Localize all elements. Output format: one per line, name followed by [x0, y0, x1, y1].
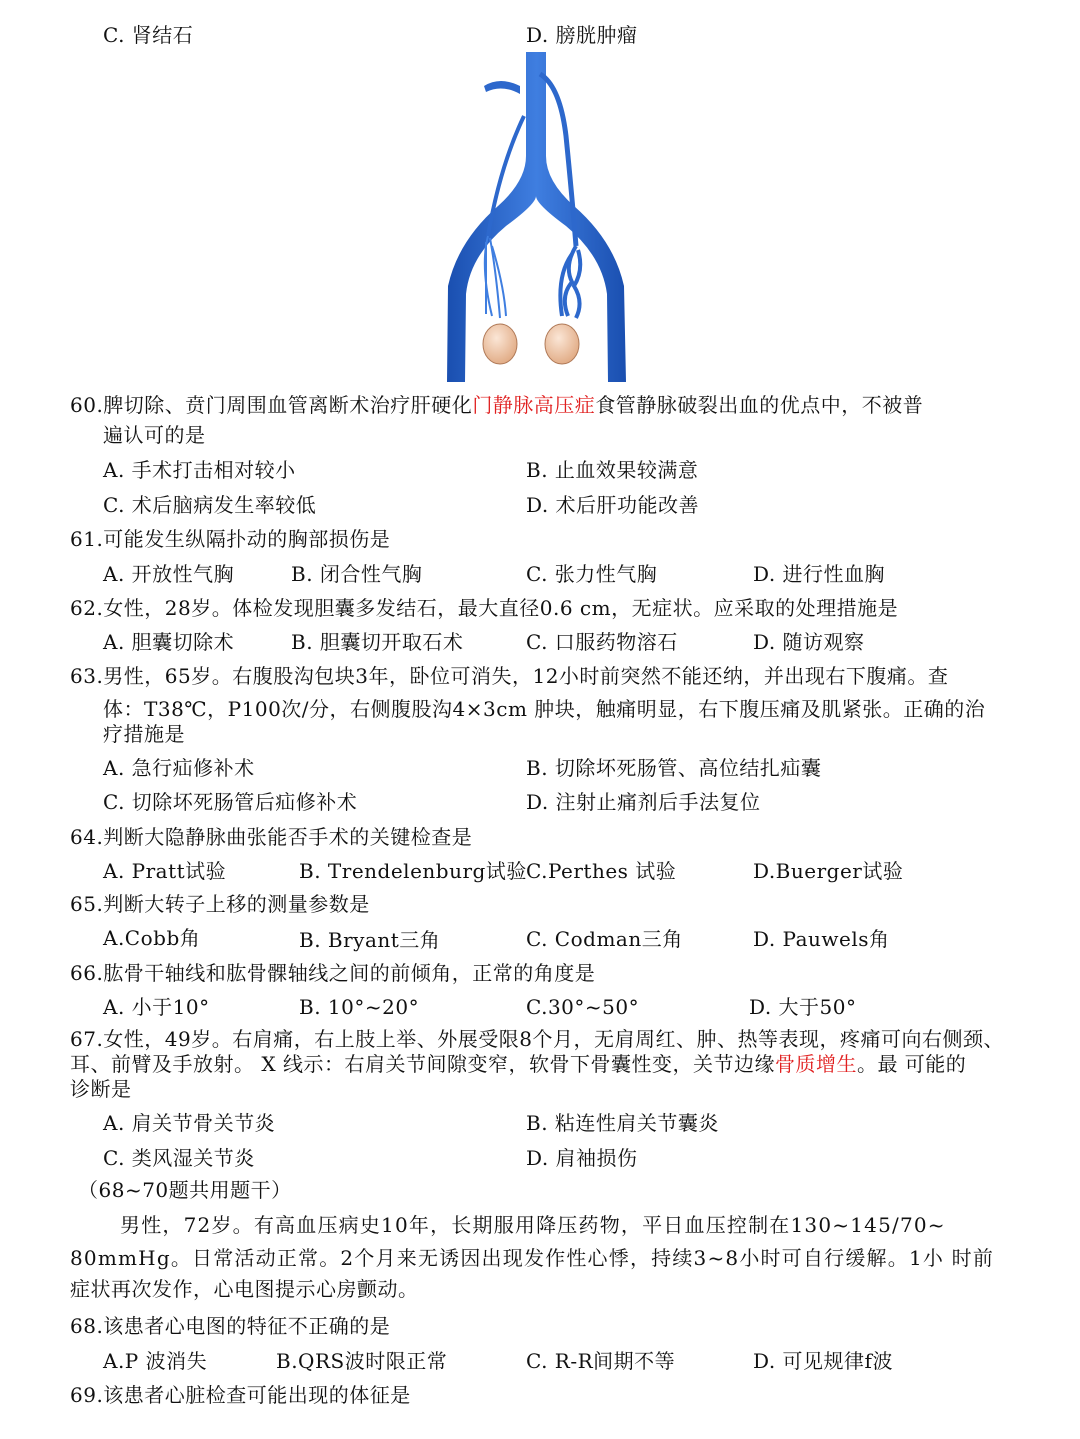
q60-option-a: A. 手术打击相对较小 — [103, 458, 296, 482]
q68-option-a: A.P 波消失 — [103, 1349, 208, 1373]
q64-option-c: C.Perthes 试验 — [526, 859, 677, 883]
q68-stem: 68.该患者心电图的特征不正确的是 — [70, 1314, 391, 1338]
q67-stem-line1: 67.女性，49岁。右肩痛，右上肢上举、外展受限8个月，无肩周红、肿、热等表现，疼痛可向右侧颈、 — [70, 1027, 1004, 1051]
q68-option-d: D. 可见规律f波 — [753, 1349, 893, 1373]
q60-stem-pre: 60.脾切除、贲门周围血管离断术治疗肝硬化 — [70, 393, 473, 417]
q62-option-a: A. 胆囊切除术 — [103, 630, 235, 654]
q60-highlight: 门静脉高压症 — [472, 393, 596, 417]
q65-option-a: A.Cobb角 — [103, 926, 201, 950]
q67-highlight: 骨质增生 — [774, 1052, 857, 1076]
q60-option-b: B. 止血效果较满意 — [526, 458, 699, 482]
q66-option-a: A. 小于10° — [103, 995, 210, 1019]
q66-stem: 66.肱骨干轴线和肱骨髁轴线之间的前倾角，正常的角度是 — [70, 961, 596, 985]
q61-option-b: B. 闭合性气胸 — [291, 562, 423, 586]
q62-option-d: D. 随访观察 — [753, 630, 865, 654]
q62-option-c: C. 口服药物溶石 — [526, 630, 678, 654]
q68-option-b: B.QRS波时限正常 — [276, 1349, 448, 1373]
q67-stem-line2-post: 。最 可能的 — [856, 1052, 967, 1076]
shared-stem-line2: 80mmHg。日常活动正常。2个月来无诱因出现发作性心悸，持续3~8小时可自行缓解。1小 时前 — [70, 1246, 995, 1270]
q60-stem-post: 食管静脉破裂出血的优点中，不被普 — [595, 393, 924, 417]
left-plexus — [485, 236, 506, 318]
q62-stem: 62.女性，28岁。体检发现胆囊多发结石，最大直径0.6 cm，无症状。应采取的处理措施是 — [70, 596, 899, 620]
q60-option-c: C. 术后脑病发生率较低 — [103, 493, 317, 517]
q69-stem: 69.该患者心脏检查可能出现的体征是 — [70, 1383, 411, 1407]
q65-option-c: C. Codman三角 — [526, 927, 683, 951]
q63-stem-line2: 体：T38℃，P100次/分，右侧腹股沟4×3cm 肿块，触痛明显，右下腹压痛及肌紧张。正确的治 — [103, 697, 986, 721]
q67-option-c: C. 类风湿关节炎 — [103, 1146, 255, 1170]
q67-stem-line3: 诊断是 — [70, 1077, 132, 1101]
vena-cava — [447, 52, 626, 382]
q60-stem-line1 — [70, 392, 923, 418]
q61-option-a: A. 开放性气胸 — [103, 562, 235, 586]
q60-option-d: D. 术后肝功能改善 — [526, 493, 700, 517]
q63-option-c: C. 切除坏死肠管后疝修补术 — [103, 790, 358, 814]
q64-option-d: D.Buerger试验 — [753, 859, 904, 883]
q61-option-d: D. 进行性血胸 — [753, 562, 886, 586]
right-plexus — [560, 246, 580, 318]
q66-option-b: B. 10°~20° — [299, 995, 420, 1019]
q65-option-d: D. Pauwels角 — [753, 927, 890, 951]
left-testis — [483, 324, 517, 364]
shared-stem-header: （68~70题共用题干） — [78, 1178, 292, 1202]
q63-option-b: B. 切除坏死肠管、高位结扎疝囊 — [526, 756, 822, 780]
shared-stem-line3: 症状再次发作，心电图提示心房颤动。 — [70, 1277, 419, 1301]
q61-option-c: C. 张力性气胸 — [526, 562, 658, 586]
q63-stem-line3: 疗措施是 — [103, 722, 185, 746]
q65-option-b: B. Bryant三角 — [299, 928, 441, 952]
q67-option-b: B. 粘连性肩关节囊炎 — [526, 1111, 719, 1135]
shared-stem-line1: 男性，72岁。有高血压病史10年，长期服用降压药物，平日血压控制在130~145/70~ — [120, 1213, 946, 1237]
q65-stem: 65.判断大转子上移的测量参数是 — [70, 892, 370, 916]
left-renal-branch — [484, 81, 520, 94]
q67-stem-line2 — [70, 1051, 966, 1077]
q67-stem-line2-pre: 耳、前臂及手放射。 X 线示：右肩关节间隙变窄，软骨下骨囊性变，关节边缘 — [70, 1052, 775, 1076]
q67-option-d: D. 肩袖损伤 — [526, 1146, 638, 1170]
q66-option-d: D. 大于50° — [749, 995, 857, 1019]
q60-stem-line2: 遍认可的是 — [103, 423, 206, 447]
q63-stem-line1: 63.男性，65岁。右腹股沟包块3年，卧位可消失，12小时前突然不能还纳，并出现右下腹痛。查 — [70, 664, 949, 688]
q68-option-c: C. R-R间期不等 — [526, 1349, 676, 1373]
q64-stem: 64.判断大隐静脉曲张能否手术的关键检查是 — [70, 825, 473, 849]
q63-option-a: A. 急行疝修补术 — [103, 756, 255, 780]
q62-option-b: B. 胆囊切开取石术 — [291, 630, 464, 654]
right-testis — [545, 324, 579, 364]
q64-option-a: A. Pratt试验 — [103, 859, 227, 883]
q59-option-d: D. 膀胱肿瘤 — [526, 23, 638, 47]
q63-option-d: D. 注射止痛剂后手法复位 — [526, 790, 761, 814]
q64-option-b: B. Trendelenburg试验 — [299, 859, 527, 883]
q61-stem: 61.可能发生纵隔扑动的胸部损伤是 — [70, 527, 391, 551]
q66-option-c: C.30°~50° — [526, 995, 640, 1019]
q67-option-a: A. 肩关节骨关节炎 — [103, 1111, 276, 1135]
pampiniform-venous-plexus-illustration — [440, 46, 640, 382]
q59-option-c: C. 肾结石 — [103, 23, 194, 47]
